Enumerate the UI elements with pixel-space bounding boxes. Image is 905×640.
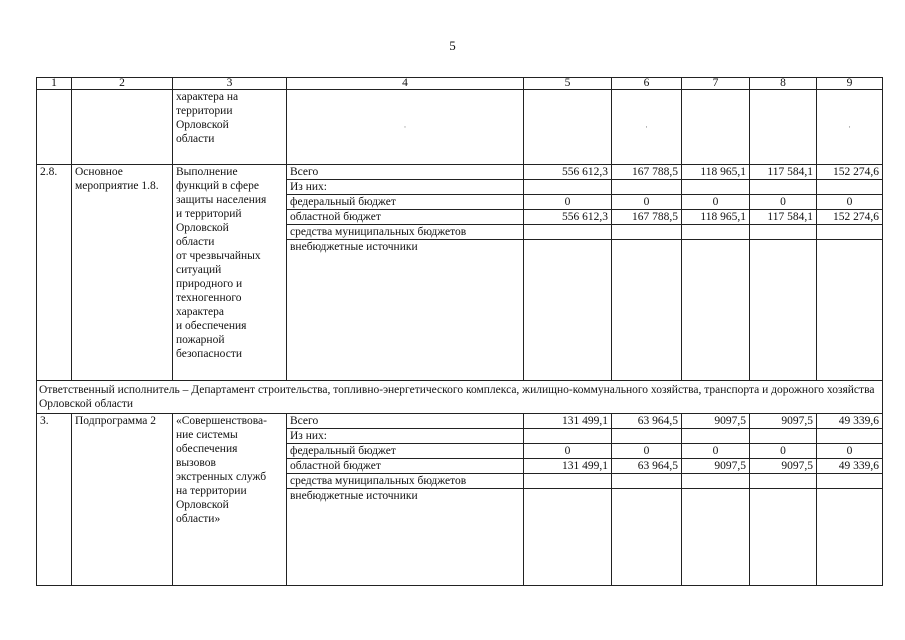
funding-value: [524, 474, 612, 489]
funding-label: федеральный бюджет: [287, 444, 524, 459]
funding-value: 0: [682, 444, 750, 459]
table-row: [37, 165, 883, 180]
funding-value: 131 499,1: [524, 459, 612, 474]
funding-value: [750, 180, 817, 195]
funding-value: [750, 225, 817, 240]
table-row: [37, 414, 883, 429]
funding-label: средства муниципальных бюджетов: [287, 474, 524, 489]
subprogram-name: Подпрограмма 2: [72, 414, 173, 586]
funding-value: [682, 180, 750, 195]
column-number: 7: [682, 78, 750, 90]
funding-value: [524, 240, 612, 381]
funding-label: Всего: [287, 165, 524, 180]
funding-label: внебюджетные источники: [287, 489, 524, 586]
funding-value: [817, 240, 883, 381]
funding-value: 9097,5: [750, 459, 817, 474]
funding-value: 0: [750, 195, 817, 210]
funding-value: [612, 429, 682, 444]
funding-value: 49 339,6: [817, 459, 883, 474]
funding-value: 0: [817, 444, 883, 459]
budget-table: [36, 77, 883, 586]
funding-value: 152 274,6: [817, 165, 883, 180]
funding-value: 117 584,1: [750, 210, 817, 225]
row-number: 2.8.: [37, 165, 72, 381]
funding-label: Всего: [287, 414, 524, 429]
funding-label: средства муниципальных бюджетов: [287, 225, 524, 240]
funding-value: 0: [682, 195, 750, 210]
funding-value: 118 965,1: [682, 210, 750, 225]
funding-value: [612, 474, 682, 489]
funding-value: [817, 489, 883, 586]
funding-value: 9097,5: [682, 414, 750, 429]
funding-value: [750, 429, 817, 444]
funding-value: [817, 429, 883, 444]
funding-value: 117 584,1: [750, 165, 817, 180]
funding-value: [750, 474, 817, 489]
funding-label: Из них:: [287, 180, 524, 195]
funding-value: [524, 225, 612, 240]
funding-value: [524, 489, 612, 586]
funding-value: 0: [817, 195, 883, 210]
funding-value: 63 964,5: [612, 459, 682, 474]
continuation-row: характера на территории Орловской области · · ·: [37, 90, 883, 165]
funding-value: 167 788,5: [612, 165, 682, 180]
column-number-row: [37, 78, 883, 90]
event-description: Выполнение функций в сфере защиты населения и территорий Орловской области от чрезвычайных ситуаций природного и техногенного характера и обеспечения пожарной безопасности: [173, 165, 287, 381]
funding-value: 0: [612, 444, 682, 459]
funding-label: областной бюджет: [287, 459, 524, 474]
column-number: 6: [612, 78, 682, 90]
funding-value: 63 964,5: [612, 414, 682, 429]
funding-value: [682, 489, 750, 586]
funding-value: 556 612,3: [524, 210, 612, 225]
funding-value: [817, 225, 883, 240]
subprogram-description: «Совершенствова- ние системы обеспечения вызовов экстренных служб на территории Орловской области»: [173, 414, 287, 586]
funding-label: внебюджетные источники: [287, 240, 524, 381]
funding-value: 167 788,5: [612, 210, 682, 225]
funding-value: 556 612,3: [524, 165, 612, 180]
funding-value: 0: [524, 444, 612, 459]
continuation-text: характера на территории Орловской области: [173, 90, 287, 165]
funding-value: 0: [524, 195, 612, 210]
funding-value: [682, 240, 750, 381]
funding-value: [682, 225, 750, 240]
funding-value: 0: [750, 444, 817, 459]
responsible-row: [37, 381, 883, 414]
column-number: 3: [173, 78, 287, 90]
column-number: 8: [750, 78, 817, 90]
column-number: 9: [817, 78, 883, 90]
funding-value: [750, 240, 817, 381]
funding-value: 9097,5: [682, 459, 750, 474]
event-name: Основное мероприятие 1.8.: [72, 165, 173, 381]
funding-value: [524, 429, 612, 444]
column-number: 5: [524, 78, 612, 90]
funding-value: [817, 180, 883, 195]
funding-label: областной бюджет: [287, 210, 524, 225]
funding-value: 152 274,6: [817, 210, 883, 225]
funding-value: 0: [612, 195, 682, 210]
funding-value: 131 499,1: [524, 414, 612, 429]
responsible-executor: Ответственный исполнитель – Департамент строительства, топливно-энергетического комплекса, жилищно-коммунального хозяйства, транспорта и дорожного хозяйства Орловской области: [37, 381, 883, 414]
funding-value: [612, 240, 682, 381]
column-number: 4: [287, 78, 524, 90]
funding-label: федеральный бюджет: [287, 195, 524, 210]
funding-value: [682, 429, 750, 444]
row-number: 3.: [37, 414, 72, 586]
page-number: 5: [449, 38, 456, 53]
column-number: 2: [72, 78, 173, 90]
funding-value: 49 339,6: [817, 414, 883, 429]
funding-value: [612, 225, 682, 240]
funding-value: [612, 489, 682, 586]
column-number: 1: [37, 78, 72, 90]
funding-label: Из них:: [287, 429, 524, 444]
funding-value: 9097,5: [750, 414, 817, 429]
funding-value: [524, 180, 612, 195]
funding-value: 118 965,1: [682, 165, 750, 180]
funding-value: [612, 180, 682, 195]
funding-value: [682, 474, 750, 489]
funding-value: [817, 474, 883, 489]
funding-value: [750, 489, 817, 586]
